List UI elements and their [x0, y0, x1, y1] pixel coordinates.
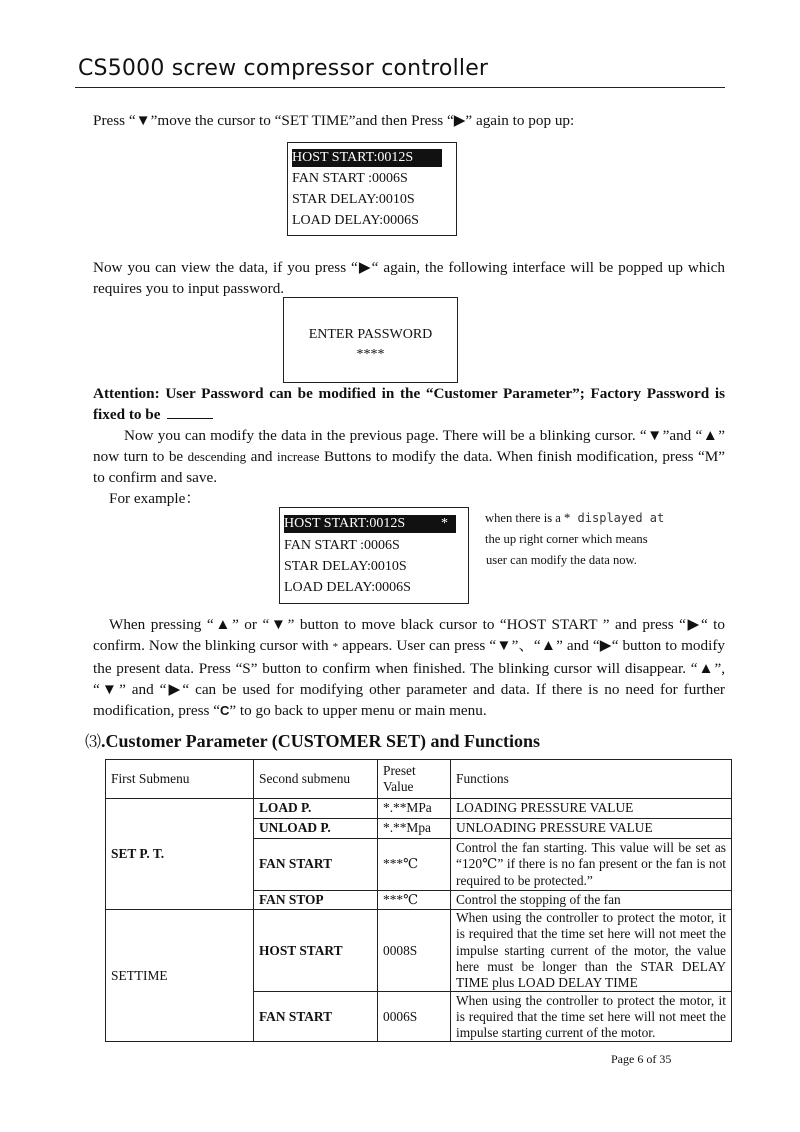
lcd-line: STAR DELAY:0010S [284, 559, 407, 574]
function-cell: When using the controller to protect the motor, it is required that the time set here will not meet the impulse starting current of the motor. [451, 992, 732, 1042]
table-header-cell: Functions [451, 760, 732, 799]
preset-value-cell: *.**MPa [378, 799, 451, 819]
note-mono-text: displayed at [570, 511, 665, 525]
table-row [106, 799, 732, 819]
second-submenu-cell: FAN STOP [254, 891, 378, 910]
header-divider [75, 87, 725, 88]
second-submenu-cell: UNLOAD P. [254, 819, 378, 839]
key-c: C [219, 703, 230, 718]
lcd-line: FAN START :0006S [284, 538, 400, 553]
instruction-paragraph-3 [93, 425, 725, 488]
paragraph-text: and [246, 448, 277, 465]
lcd-set-time-screen [287, 142, 457, 236]
document-header-title: CS5000 screw compressor controller [78, 56, 489, 81]
lcd-selected-text: HOST START:0012S [284, 516, 406, 531]
function-cell: Control the fan starting. This value will be set as “120℃” if there is no fan present or the fan is not required to be protected.” [451, 839, 732, 891]
page-number: Page 6 of 35 [611, 1052, 672, 1066]
paragraph-text: appears. User can press “▼”、“▲” and “▶“ button to modify the present data. Press “S” button to confirm when finished. The blinking cursor will disappear. “▲”, “▼” and “▶“ can be used for modifying other parameter and data. If there is no need for further modification, press “ [93, 637, 725, 719]
instruction-paragraph-2: Now you can view the data, if you press “▶“ again, the following interface will be popped up which requires you to input password. [93, 259, 725, 297]
preset-value-cell: *.**Mpa [378, 819, 451, 839]
keyword-increase: increase [276, 449, 320, 464]
attention-notice [93, 383, 725, 425]
section-number: ⑶ [85, 734, 102, 751]
note-line-2: the up right corner which means [485, 532, 648, 546]
lcd-line: FAN START :0006S [292, 171, 408, 186]
inline-star: * [332, 641, 339, 653]
second-submenu-cell: FAN START [254, 992, 378, 1042]
first-submenu-cell: SETTIME [106, 910, 254, 1042]
table-header-cell: Preset Value [378, 760, 451, 799]
preset-value-cell: ***℃ [378, 839, 451, 891]
instruction-paragraph-1: Press “▼”move the cursor to “SET TIME”and then Press “▶” again to pop up: [93, 112, 575, 129]
preset-value-cell: 0006S [378, 992, 451, 1042]
table-header-cell: Second submenu [254, 760, 378, 799]
paragraph-text: Buttons to modify the data. When finish modification, press “M” to confirm and save. [93, 448, 725, 486]
customer-parameter-table [105, 759, 732, 1042]
instruction-paragraph-4 [93, 614, 725, 721]
section-heading [85, 729, 540, 752]
preset-value-cell: 0008S [378, 910, 451, 992]
lcd-line: STAR DELAY:0010S [292, 192, 415, 207]
table-header-cell: First Submenu [106, 760, 254, 799]
second-submenu-cell: HOST START [254, 910, 378, 992]
lcd-password-mask: **** [356, 347, 385, 362]
function-cell: UNLOADING PRESSURE VALUE [451, 819, 732, 839]
first-submenu-cell: SET P. T. [106, 799, 254, 910]
note-line-1 [485, 511, 664, 526]
edit-indicator-star: * [441, 516, 448, 531]
paragraph-text: ” to go back to upper menu or main menu. [229, 702, 487, 719]
second-submenu-cell: FAN START [254, 839, 378, 891]
preset-value-cell: ***℃ [378, 891, 451, 910]
lcd-editable-screen [279, 507, 469, 604]
keyword-descending: descending [187, 449, 247, 464]
attention-text: Attention: User Password can be modified in the “Customer Parameter”; Factory Password is fixed to be [93, 385, 725, 423]
note-text: when there is a [485, 511, 565, 525]
table-row [106, 910, 732, 992]
section-title: .Customer Parameter (CUSTOMER SET) and Functions [101, 731, 541, 751]
note-line-3: user can modify the data now. [486, 553, 637, 567]
function-cell: Control the stopping of the fan [451, 891, 732, 910]
second-submenu-cell: LOAD P. [254, 799, 378, 819]
lcd-line-selected [284, 515, 456, 533]
paragraph-text: When pressing “▲” or “▼” button to move black cursor to “HOST START ” and press “▶“ to confirm. Now the blinking cursor with [93, 616, 725, 654]
note-star: * [564, 511, 571, 525]
table-header-row [106, 760, 732, 799]
function-cell: When using the controller to protect the motor, it is required that the time set here will not meet the impulse starting current of the motor, the value here must be longer than the STAR DELAY TIME plus LOAD DELAY TIME [451, 910, 732, 992]
lcd-password-prompt: ENTER PASSWORD [308, 327, 433, 342]
lcd-line: LOAD DELAY:0006S [284, 580, 411, 595]
for-example-label: For example： [109, 490, 201, 507]
function-cell: LOADING PRESSURE VALUE [451, 799, 732, 819]
password-blank [167, 405, 213, 419]
paragraph-text: Now you can modify the data in the previous page. There will be a blinking cursor. “▼”and “▲” now turn to be [93, 427, 725, 465]
lcd-line: LOAD DELAY:0006S [292, 213, 419, 228]
lcd-enter-password-screen [283, 297, 458, 383]
lcd-line-selected: HOST START:0012S [292, 149, 442, 167]
